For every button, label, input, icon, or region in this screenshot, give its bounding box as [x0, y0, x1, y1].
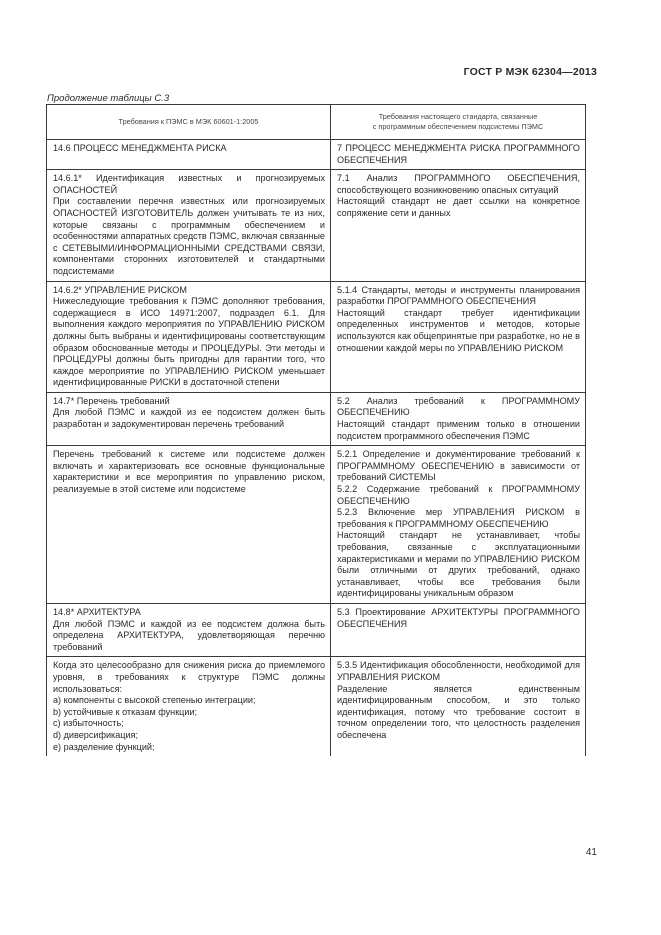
cell-text: Настоящий стандарт требует идентификации определенных инструментов и методов, которые используются как общепринятые при разработке, но не в отношении каждой меры по УПРАВЛЕНИЮ РИСКОМ	[337, 307, 580, 353]
standard-cell	[331, 392, 586, 445]
iec60601-cell	[47, 281, 331, 392]
cell-text: 14.6.1* Идентификация известных и прогнозируемых ОПАСНОСТЕЙ	[53, 173, 325, 195]
cell-text: 14.6 ПРОЦЕСС МЕНЕДЖМЕНТА РИСКА	[53, 143, 227, 153]
cell-text: При составлении перечня известных или прогнозируемых ОПАСНОСТЕЙ ИЗГОТОВИТЕЛЬ должен учитывать те из них, которые связаны с программным обеспечением и особенностями аппаратных средств ПЭМС, включая связанные с СЕТЕВЫМИ/ИНФОРМАЦИОННЫМИ СРЕДСТВАМИ СВЯЗИ, компонентами сторонних изготовителей и стандартными подсистемами	[53, 196, 325, 276]
cell-text: 5.2.3 Включение мер УПРАВЛЕНИЯ РИСКОМ в требования к ПРОГРАММНОМУ ОБЕСПЕЧЕНИЮ	[337, 507, 580, 529]
column-header-this-standard	[331, 105, 586, 140]
cell-text: 14.7* Перечень требований	[53, 395, 170, 406]
table-row	[47, 140, 586, 170]
list-item: b) устойчивые к отказам функции;	[53, 706, 198, 717]
cell-text: Настоящий стандарт не устанавливает, чтобы требования, связанные с эксплуатационными характеристиками и мерами по УПРАВЛЕНИЮ РИСКОМ были отличными от других требований, однако устанавливает, чтобы все требования были идентифицированы уникальным образом	[337, 530, 580, 599]
table-caption: Продолжение таблицы С.3	[47, 93, 170, 104]
cell-text: 5.2 Анализ требований к ПРОГРАММНОМУ ОБЕСПЕЧЕНИЮ	[337, 395, 580, 418]
table-row	[47, 657, 586, 756]
document-code: ГОСТ Р МЭК 62304—2013	[463, 66, 597, 78]
requirements-table	[46, 104, 586, 756]
table-row	[47, 603, 586, 656]
list-item: d) диверсификация;	[53, 729, 139, 740]
table-row	[47, 392, 586, 445]
cell-text: 5.1.4 Стандарты, методы и инструменты планирования разработки ПРОГРАММНОГО ОБЕСПЕЧЕНИЯ	[337, 284, 580, 307]
iec60601-cell	[47, 392, 331, 445]
iec60601-cell	[47, 657, 331, 756]
cell-text: 7 ПРОЦЕСС МЕНЕДЖМЕНТА РИСКА ПРОГРАММНОГО ОБЕСПЕЧЕНИЯ	[337, 143, 580, 165]
table-row	[47, 281, 586, 392]
cell-text: 7.1 Анализ ПРОГРАММНОГО ОБЕСПЕЧЕНИЯ, способствующего возникновению опасных ситуаций	[337, 173, 580, 195]
standard-cell	[331, 140, 586, 170]
cell-text: 5.3.5 Идентификация обособленности, необходимой для УПРАВЛЕНИЯ РИСКОМ	[337, 660, 580, 682]
standard-cell	[331, 603, 586, 656]
cell-text: Настоящий стандарт применим только в отношении подсистем программного обеспечения ПЭМС	[337, 419, 580, 441]
cell-text: Перечень требований к системе или подсистеме должен включать и характеризовать все основные функциональные характеристики и все мероприятия по управлению риском, реализуемые в этой системе или подсистеме	[53, 449, 325, 495]
list-item: e) разделение функций;	[53, 741, 155, 752]
table-row	[47, 446, 586, 604]
cell-text: Настоящий стандарт не дает ссылки на конкретное сопряжение сети и данных	[337, 196, 580, 218]
cell-text: 14.6.2* УПРАВЛЕНИЕ РИСКОМ	[53, 284, 187, 295]
column-header-iec60601-text: Требования к ПЭМС в МЭК 60601-1:2005	[118, 117, 259, 126]
cell-text: 5.3 Проектирование АРХИТЕКТУРЫ ПРОГРАММНОГО ОБЕСПЕЧЕНИЯ	[337, 606, 580, 629]
list-item: a) компоненты с высокой степенью интеграции;	[53, 695, 256, 706]
cell-text: Разделение является единственным идентифицированным способом, и это только идентификация, потому что требование состоит в точном определении того, что целостность разделения обеспечена	[337, 683, 580, 740]
iec60601-cell	[47, 140, 331, 170]
table-row	[47, 170, 586, 281]
cell-text: 14.8* АРХИТЕКТУРА	[53, 606, 141, 617]
cell-text: 5.2.1 Определение и документирование требований к ПРОГРАММНОМУ ОБЕСПЕЧЕНИЮ в зависимости от требований СИСТЕМЫ	[337, 449, 580, 483]
iec60601-cell	[47, 446, 331, 604]
list-item: c) избыточность;	[53, 718, 124, 729]
standard-cell	[331, 657, 586, 756]
page-number: 41	[585, 847, 597, 858]
iec60601-cell	[47, 170, 331, 281]
iec60601-cell	[47, 603, 331, 656]
cell-text: Для любой ПЭМС и каждой из ее подсистем должна быть определена АРХИТЕКТУРА, удовлетворяющая перечню требований	[53, 618, 325, 652]
column-header-iec60601	[47, 105, 331, 140]
cell-text: Для любой ПЭМС и каждой из ее подсистем должен быть разработан и задокументирован перечень требований	[53, 407, 325, 430]
cell-text: Когда это целесообразно для снижения риска до приемлемого уровня, в требованиях к структуре ПЭМС должны использоваться:	[53, 660, 325, 694]
table-header-row	[47, 105, 586, 140]
cell-text: 5.2.2 Содержание требований к ПРОГРАММНОМУ ОБЕСПЕЧЕНИЮ	[337, 484, 580, 506]
column-header-this-standard-line2: с программным обеспечением подсистемы ПЭМС	[372, 122, 544, 131]
standard-cell	[331, 446, 586, 604]
standard-cell	[331, 281, 586, 392]
standard-cell	[331, 170, 586, 281]
cell-text: Нижеследующие требования к ПЭМС дополняют требования, содержащиеся в ИСО 14971:2007, подраздел 6.1. Для выполнения каждого мероприятия по УПРАВЛЕНИЮ РИСКОМ должны быть выбраны и идентифицированы соответствующим образом обоснованные методы и ПРОЦЕДУРЫ. Эти методы и ПРОЦЕДУРЫ должны быть пригодны для гарантии того, что каждое мероприятие по УПРАВЛЕНИЮ РИСКОМ уменьшает идентифицированные РИСКИ в достаточной степени	[53, 296, 325, 388]
column-header-this-standard-line1: Требования настоящего стандарта, связанные	[378, 112, 538, 121]
